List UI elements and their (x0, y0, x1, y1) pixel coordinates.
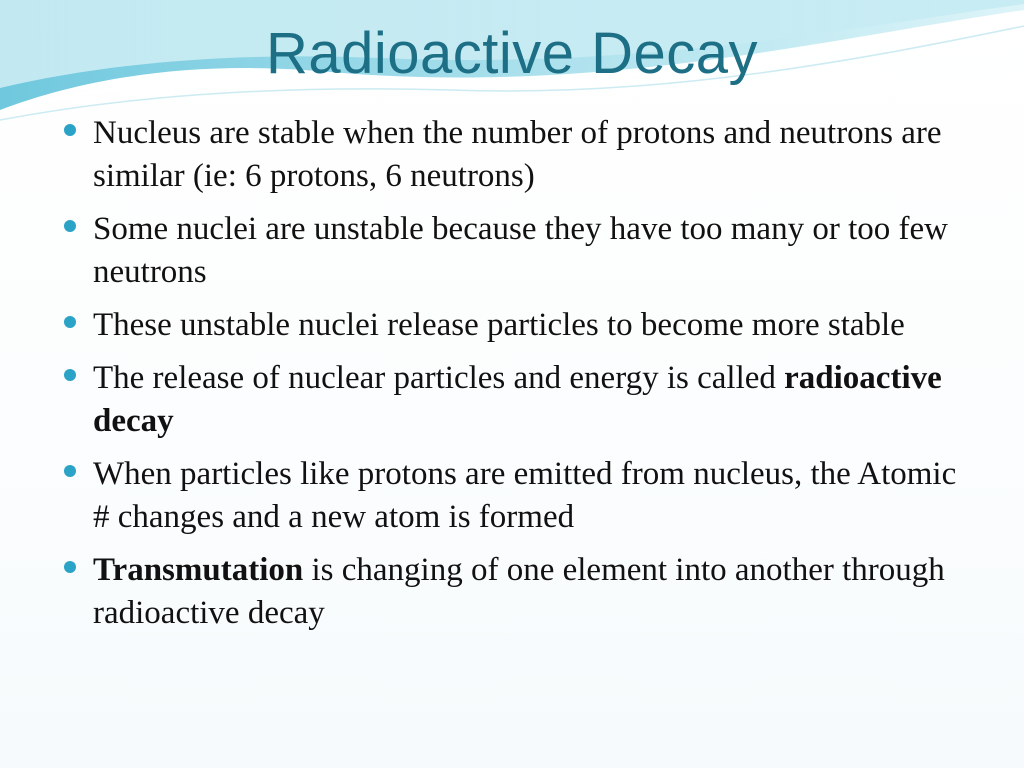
bullet-dot-icon (64, 369, 76, 381)
bullet-item (60, 208, 960, 294)
bullet-text: When particles like protons are emitted from nucleus, the Atomic # changes and a new atom is formed (93, 456, 957, 535)
bullet-dot-icon (64, 124, 76, 136)
bullet-dot-icon (64, 316, 76, 328)
bullet-item (60, 549, 960, 635)
bullet-text: Some nuclei are unstable because they have too many or too few neutrons (93, 211, 948, 290)
bullet-item (60, 112, 960, 198)
bullet-text: is changing of one element into another through radioactive decay (93, 552, 945, 631)
bullet-item (60, 304, 960, 347)
bullet-list (60, 112, 960, 645)
bullet-text: These unstable nuclei release particles to become more stable (93, 307, 905, 343)
bullet-dot-icon (64, 465, 76, 477)
bullet-dot-icon (64, 220, 76, 232)
slide-title: Radioactive Decay (265, 21, 759, 86)
bullet-text: The release of nuclear particles and energy is called (93, 360, 785, 396)
bullet-bold-term: Transmutation (93, 552, 304, 588)
bullet-dot-icon (64, 561, 76, 573)
bullet-bold-term: radioactive decay (93, 360, 942, 439)
bullet-item (60, 453, 960, 539)
bullet-text: Nucleus are stable when the number of protons and neutrons are similar (ie: 6 protons, 6 neutrons) (93, 115, 942, 194)
bullet-item (60, 357, 960, 443)
